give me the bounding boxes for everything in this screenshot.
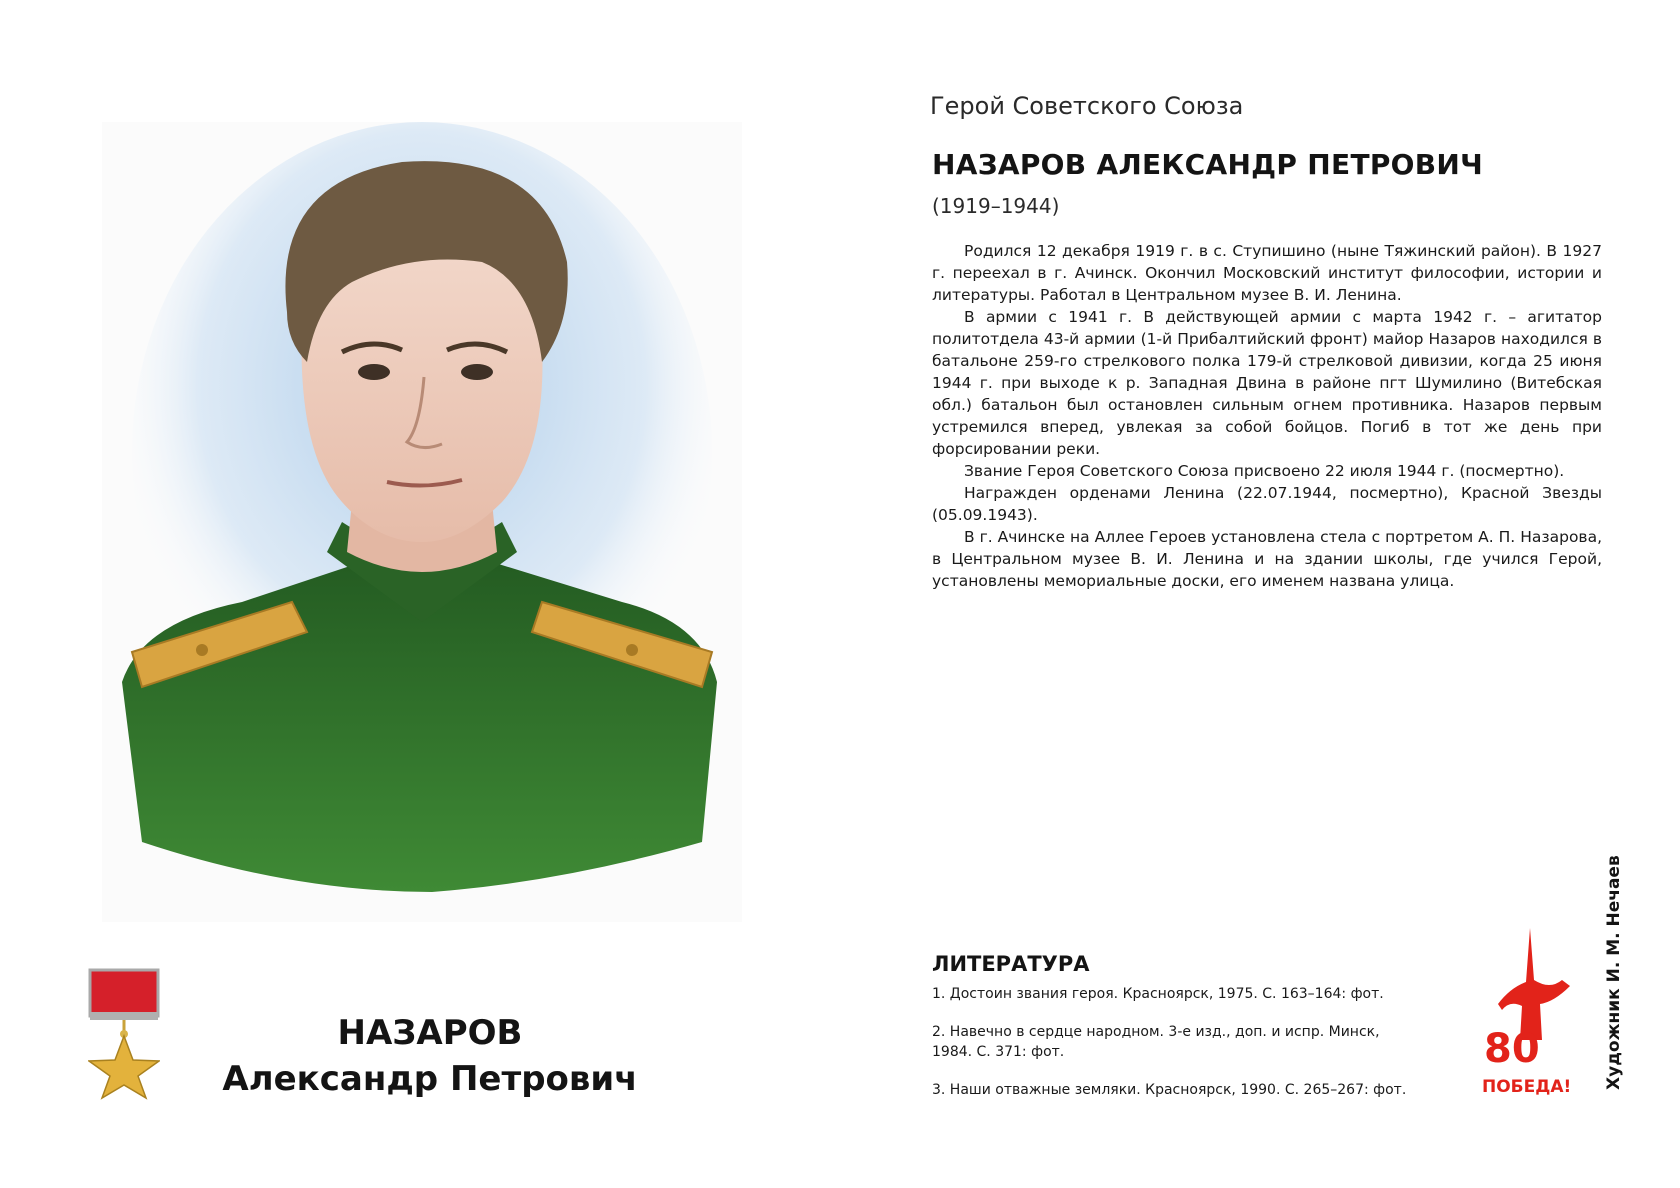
caption-given-names: Александр Петрович [222,1059,638,1099]
caption-surname: НАЗАРОВ [337,1013,523,1053]
portrait-drawing [102,122,742,922]
bio-paragraph: Награжден орденами Ленина (22.07.1944, посмертно), Красной Звезды (05.09.1943). [932,484,1602,524]
portrait-illustration [102,122,742,922]
artist-credit: Художник И. М. Нечаев [1604,855,1624,1090]
life-years: (1919–1944) [932,194,1060,218]
hero-full-name: НАЗАРОВ АЛЕКСАНДР ПЕТРОВИЧ [932,148,1484,181]
biography [932,240,1602,592]
bio-paragraph: В армии с 1941 г. В действующей армии с марта 1942 г. – агитатор политотдела 43-й армии (1-й Прибалтийский фронт) майор Назаров находился в батальоне 259-го стрелкового полка 179-й стрелковой дивизии, когда 25 июня 1944 г. при выходе к р. Западная Двина в районе пгт Шумилино (Витебская обл.) батальон был остановлен сильным огнем противника. Назаров первым устремился вперед, увлекая за собой бойцов. Погиб в тот же день при форсировании реки. [932,308,1602,458]
bio-paragraph: Родился 12 декабря 1919 г. в с. Ступишино (ныне Тяжинский район). В 1927 г. переехал в г. Ачинск. Окончил Московский институт философии, истории и литературы. Работал в Центральном музее В. И. Ленина. [932,242,1602,304]
portrait-caption [200,1010,660,1102]
gold-star-medal-icon [88,968,160,1100]
logo-text: ПОБЕДА! [1482,1077,1572,1097]
logo-number: 80 [1484,1026,1540,1072]
bio-paragraph: В г. Ачинске на Аллее Героев установлена стела с портретом А. П. Назарова, в Центральном музее В. И. Ленина и на здании школы, где учился Герой, установлены мемориальные доски, его именем названа улица. [932,528,1602,590]
literature-item: 2. Навечно в сердце народном. 3-е изд., доп. и испр. Минск, 1984. С. 371: фот. [932,1024,1380,1060]
literature-item: 3. Наши отважные земляки. Красноярск, 1990. С. 265–267: фот. [932,1082,1407,1098]
literature-heading: ЛИТЕРАТУРА [932,952,1090,976]
literature-item: 1. Достоин звания героя. Красноярск, 1975. С. 163–164: фот. [932,986,1384,1002]
victory-80-logo [1480,920,1576,1100]
literature-list [932,984,1422,1118]
hero-category: Герой Советского Союза [930,92,1244,120]
bio-paragraph: Звание Героя Советского Союза присвоено 22 июля 1944 г. (посмертно). [964,462,1565,480]
